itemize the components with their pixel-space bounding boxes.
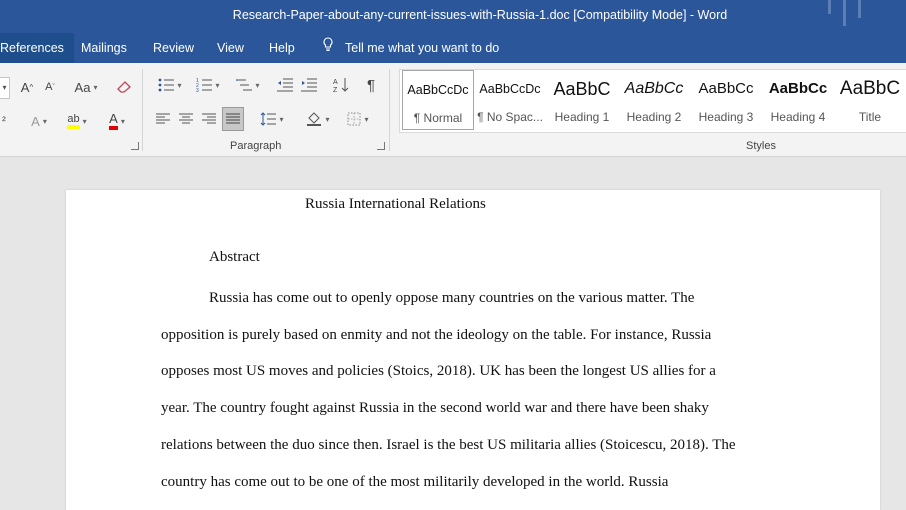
style-name: ¶ Normal	[413, 111, 463, 125]
body-line: opposition is purely based on enmity and not the ideology on the table. For instance, Russia	[161, 327, 712, 343]
body-line: year. The country fought against Russia in the second world war and there have been shaky	[161, 400, 709, 416]
style-sample: AaBbCcDc	[479, 82, 541, 96]
show-formatting-marks-icon[interactable]: ¶	[366, 76, 376, 94]
align-center-icon[interactable]	[176, 109, 196, 129]
style-name: Heading 1	[554, 110, 610, 124]
svg-text:1: 1	[196, 78, 200, 84]
paragraph-dialog-launcher[interactable]	[377, 142, 385, 150]
body-line: Russia has come out to openly oppose many countries on the various matter. The	[209, 290, 695, 306]
tab-review[interactable]: Review	[153, 41, 194, 55]
style-sample: AaBbCc	[698, 80, 754, 97]
clear-formatting-icon[interactable]	[115, 77, 135, 97]
window-decoration	[858, 0, 861, 18]
group-separator	[142, 69, 143, 151]
style-sample: AaBbCcDc	[407, 83, 469, 97]
style-sample: AaBbC	[553, 79, 611, 99]
justify-icon[interactable]	[222, 107, 244, 131]
tab-references[interactable]: References	[0, 33, 74, 63]
change-case-icon[interactable]: Aa ▾	[74, 79, 98, 95]
style-heading-3[interactable]	[690, 70, 762, 130]
align-left-icon[interactable]	[153, 109, 173, 129]
line-spacing-icon[interactable]: ▾	[255, 109, 289, 129]
font-dialog-launcher[interactable]	[131, 142, 139, 150]
bullets-icon[interactable]: ▾	[153, 75, 187, 95]
numbering-icon[interactable]: 1 2 3 ▾	[196, 78, 220, 92]
body-line: opposes most US moves and policies (Stoics, 2018). UK has been the longest US allies for a	[161, 363, 716, 379]
svg-text:3: 3	[196, 88, 200, 92]
sort-icon[interactable]	[331, 75, 351, 95]
style-normal[interactable]	[402, 70, 474, 130]
ribbon-tabs	[0, 33, 906, 63]
tab-mailings[interactable]: Mailings	[81, 41, 127, 55]
tell-me-text: Tell me what you want to do	[345, 41, 500, 55]
group-separator	[389, 69, 390, 151]
style-heading-4[interactable]	[762, 70, 834, 130]
body-line: country has come out to be one of the most militarily developed in the world. Russia	[161, 474, 669, 490]
shading-icon[interactable]: ▾	[301, 109, 335, 129]
increase-indent-icon[interactable]	[299, 75, 319, 95]
style-sample: AaBbCc	[624, 80, 684, 97]
style-name: Heading 4	[770, 110, 826, 124]
window-title: Research-Paper-about-any-current-issues-with-Russia-1.doc [Compatibility Mode] - Word	[232, 8, 728, 22]
multilevel-list-icon[interactable]: ▾	[231, 75, 265, 95]
document-area	[0, 157, 906, 500]
style-heading-2[interactable]	[618, 70, 690, 130]
paragraph-group-label: Paragraph	[230, 140, 282, 152]
ribbon	[0, 63, 906, 157]
tab-help[interactable]: Help	[269, 41, 295, 55]
svg-text:Z: Z	[333, 87, 338, 93]
lightbulb-icon	[323, 33, 333, 63]
shrink-font-icon[interactable]: A ˇ	[45, 81, 55, 93]
window-decoration	[828, 0, 831, 14]
style-sample: AaBbCc	[768, 80, 828, 97]
style-name: Heading 2	[626, 110, 682, 124]
style-name: Heading 3	[698, 110, 754, 124]
superscript-icon[interactable]: ²	[2, 115, 6, 127]
style-title[interactable]	[834, 70, 906, 130]
styles-group-label: Styles	[746, 140, 776, 152]
decrease-indent-icon[interactable]	[275, 75, 295, 95]
body-line: relations between the duo since then. Israel is the best US militaria allies (Stoicescu, 2018). The	[161, 437, 736, 453]
svg-text:A: A	[333, 79, 338, 86]
tab-view[interactable]: View	[217, 41, 244, 55]
window-decoration	[843, 0, 846, 26]
style-no-spacing[interactable]	[474, 70, 546, 130]
style-heading-1[interactable]	[546, 70, 618, 130]
document-page[interactable]	[66, 190, 880, 510]
font-color-icon[interactable]: A ▾	[100, 111, 134, 131]
highlight-color-icon[interactable]: ab ▾	[60, 111, 94, 131]
font-size-dropdown[interactable]: ▾	[0, 77, 10, 99]
tell-me-box[interactable]	[313, 33, 509, 63]
svg-text:2: 2	[196, 83, 200, 89]
style-name: ¶ No Spac...	[477, 110, 543, 124]
styles-gallery	[399, 69, 906, 133]
align-right-icon[interactable]	[199, 109, 219, 129]
document-title: Russia International Relations	[305, 196, 486, 212]
grow-font-icon[interactable]: A ^	[20, 79, 34, 95]
title-bar	[0, 0, 906, 33]
borders-icon[interactable]: ▾	[341, 109, 375, 129]
style-name: Title	[858, 110, 882, 124]
abstract-heading: Abstract	[209, 249, 260, 265]
text-effects-icon[interactable]: A ▾	[31, 113, 47, 129]
style-sample: AaBbC	[839, 78, 901, 99]
